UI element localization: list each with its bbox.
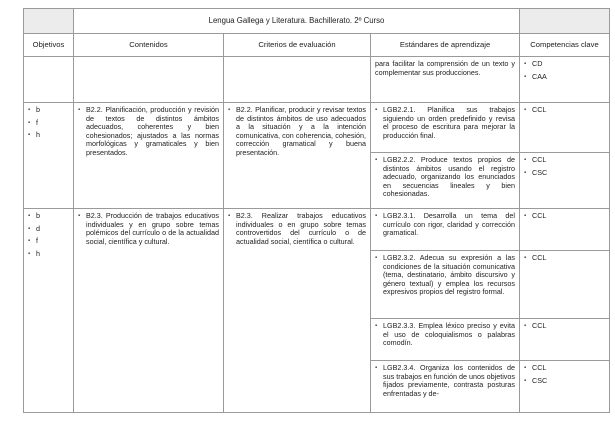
competence-item: ▪ CCL <box>524 322 605 331</box>
standard-cell <box>371 361 520 413</box>
table-row <box>24 57 610 103</box>
competence-item: ▪ CCL <box>524 106 605 115</box>
objective-item: ▪ b <box>28 212 69 221</box>
standard-item: ▪ LGB2.3.3. Emplea léxico preciso y evita el uso de coloquialismos o palabras comodín. <box>375 322 515 348</box>
competence-item: ▪ CSC <box>524 377 605 386</box>
header-row <box>24 34 610 57</box>
curriculum-table <box>23 8 610 413</box>
competences-cell <box>520 153 610 209</box>
header-contenidos: Contenidos <box>74 34 224 57</box>
competence-item: ▪ CCL <box>524 212 605 221</box>
header-estandares: Estándares de aprendizaje <box>371 34 520 57</box>
criterion-cell <box>224 57 371 103</box>
standard-cell <box>371 251 520 319</box>
objective-item: ▪ f <box>28 237 69 246</box>
standard-item: ▪ LGB2.3.2. Adecua su expresión a las condiciones de la situación comunicativa (tema, destinatario, ámbito discursivo y género textual) y emplea los recursos expresivos propios del registro formal. <box>375 254 515 297</box>
competence-item: ▪ CCL <box>524 254 605 263</box>
competences-cell <box>520 209 610 251</box>
standard-item: ▪ LGB2.3.1. Desarrolla un tema del currículo con rigor, claridad y corrección gramatical. <box>375 212 515 238</box>
standard-cell <box>371 103 520 153</box>
competence-item: ▪ CSC <box>524 169 605 178</box>
competence-item: ▪ CCL <box>524 364 605 373</box>
competence-item: ▪ CD <box>524 60 605 69</box>
objective-item: ▪ h <box>28 131 69 140</box>
table-title: Lengua Gallega y Literatura. Bachillerato. 2º Curso <box>74 9 520 34</box>
objective-item: ▪ f <box>28 119 69 128</box>
content-cell <box>74 209 224 413</box>
objectives-cell <box>24 209 74 413</box>
objective-item: ▪ d <box>28 225 69 234</box>
corner-cell <box>24 9 74 34</box>
header-competencias: Competencias clave <box>520 34 610 57</box>
standard-item: ▪ LGB2.2.2. Produce textos propios de distintos ámbitos usando el registro adecuado, organizando los enunciados en secuencias lineales y bien cohesionadas. <box>375 156 515 199</box>
standard-item: ▪ LGB2.3.4. Organiza los contenidos de sus trabajos en función de unos objetivos fijados previamente, contrasta posturas enfrentadas y de- <box>375 364 515 398</box>
criterion-item: ▪ B2.2. Planificar, producir y revisar textos de distintos ámbitos de uso adecuados a la situación y a la intención comunicativa, con coherencia, cohesión, corrección gramatical y buena presentación. <box>228 106 366 158</box>
criterion-cell <box>224 103 371 209</box>
title-row <box>24 9 610 34</box>
standard-cell <box>371 153 520 209</box>
standard-cell: para facilitar la comprensión de un texto y complementar sus producciones. <box>371 57 520 103</box>
table-row <box>24 103 610 153</box>
competences-cell <box>520 251 610 319</box>
objective-item: ▪ b <box>28 106 69 115</box>
criterion-cell <box>224 209 371 413</box>
table-row <box>24 209 610 251</box>
objectives-cell <box>24 57 74 103</box>
objectives-cell <box>24 103 74 209</box>
header-objetivos: Objetivos <box>24 34 74 57</box>
competences-cell <box>520 361 610 413</box>
competences-cell <box>520 103 610 153</box>
standard-cell <box>371 209 520 251</box>
competences-cell <box>520 319 610 361</box>
competence-item: ▪ CAA <box>524 73 605 82</box>
content-item: ▪ B2.2. Planificación, producción y revisión de textos de distintos ámbitos adecuados, coherentes y bien cohesionados; ajustados a las normas morfológicas y gramaticales y bien presentados. <box>78 106 219 158</box>
criterion-item: ▪ B2.3. Realizar trabajos educativos individuales o en grupo sobre temas controvertidos del currículo o de actualidad social, científica o cultural. <box>228 212 366 246</box>
objective-item: ▪ h <box>28 250 69 259</box>
standard-item: ▪ LGB2.2.1. Planifica sus trabajos siguiendo un orden predefinido y revisa el proceso de escritura para mejorar la producción final. <box>375 106 515 140</box>
content-item: ▪ B2.3. Producción de trabajos educativos individuales y en grupo sobre temas polémicos del currículo o de la actualidad social, científica y cultural. <box>78 212 219 246</box>
content-cell <box>74 57 224 103</box>
corner-cell <box>520 9 610 34</box>
competence-item: ▪ CCL <box>524 156 605 165</box>
standard-cell <box>371 319 520 361</box>
header-criterios: Criterios de evaluación <box>224 34 371 57</box>
competences-cell <box>520 57 610 103</box>
content-cell <box>74 103 224 209</box>
